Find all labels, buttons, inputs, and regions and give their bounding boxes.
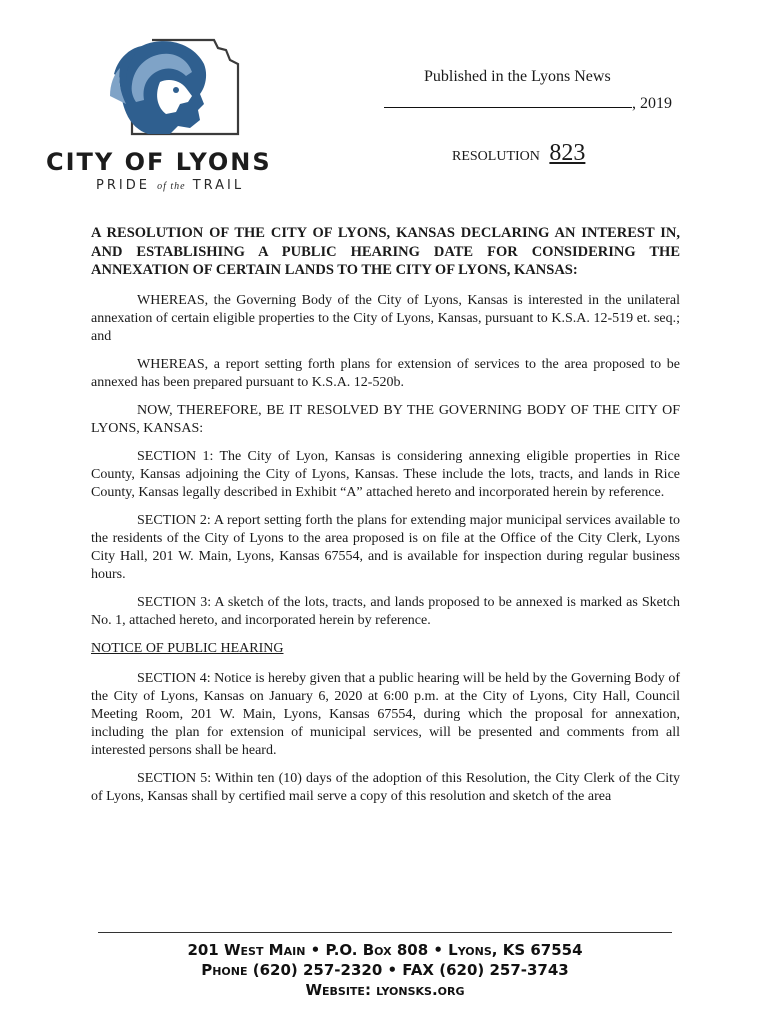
footer-address: 201 West Main • P.O. Box 808 • Lyons, KS 67554 xyxy=(187,941,583,959)
resolution-title: A RESOLUTION OF THE CITY OF LYONS, KANSAS DECLARING AN INTEREST IN, AND ESTABLISHING A PUBLIC HEARING DATE FOR CONSIDERING THE ANNEXATION OF CERTAIN LANDS TO THE CITY OF LYONS, KANSAS: xyxy=(91,225,680,278)
date-year: , 2019 xyxy=(632,95,672,112)
tagline-trail: TRAIL xyxy=(192,178,245,193)
resolution-label: RESOLUTION xyxy=(452,149,540,164)
resolution-body xyxy=(91,224,680,816)
footer-divider xyxy=(98,932,672,933)
paragraph-whereas-1: WHEREAS, the Governing Body of the City of Lyons, Kansas is interested in the unilateral annexation of certain eligible properties to the City of Lyons, Kansas, pursuant to K.S.A. 12-519 et. seq.; and xyxy=(91,292,680,344)
published-notice: Published in the Lyons News xyxy=(424,68,611,85)
notice-of-public-hearing-heading: NOTICE OF PUBLIC HEARING xyxy=(91,640,284,656)
resolution-number: 823 xyxy=(549,140,586,166)
publication-date-line xyxy=(384,93,672,113)
paragraph-whereas-2: WHEREAS, a report setting forth plans for extension of services to the area proposed to be annexed has been prepared pursuant to K.S.A. 12-520b. xyxy=(91,356,680,390)
resolution-number-line xyxy=(452,140,585,167)
footer-website: Website: lyonsks.org xyxy=(305,981,465,999)
logo-tagline xyxy=(96,178,244,193)
tagline-of-the: of the xyxy=(157,181,186,192)
paragraph-section-3: SECTION 3: A sketch of the lots, tracts, and lands proposed to be annexed is marked as Sketch No. 1, attached hereto, and incorporated herein by reference. xyxy=(91,594,680,628)
city-logo xyxy=(40,34,310,194)
lion-head-kansas-outline-icon xyxy=(92,34,252,146)
footer-contact xyxy=(0,940,770,1000)
paragraph-resolved: NOW, THEREFORE, BE IT RESOLVED BY THE GOVERNING BODY OF THE CITY OF LYONS, KANSAS: xyxy=(91,402,680,436)
paragraph-section-4: SECTION 4: Notice is hereby given that a public hearing will be held by the Governing Body of the City of Lyons, Kansas on January 6, 2020 at 6:00 p.m. at the City of Lyons, City Hall, Council Meeting Room, 201 W. Main, Lyons, Kansas 67554, during which the proposal for annexation, including the plan for extension of municipal services, will be presented and comments from all interested persons shall be heard. xyxy=(91,670,680,758)
tagline-pride: PRIDE xyxy=(96,178,150,193)
paragraph-section-5: SECTION 5: Within ten (10) days of the adoption of this Resolution, the City Clerk of the City of Lyons, Kansas shall by certified mail serve a copy of this resolution and sketch of the area xyxy=(91,770,680,804)
footer-phone-fax: Phone (620) 257-2320 • FAX (620) 257-3743 xyxy=(201,961,569,979)
date-blank-line xyxy=(384,93,632,108)
paragraph-section-1: SECTION 1: The City of Lyon, Kansas is considering annexing eligible properties in Rice County, Kansas adjoining the City of Lyons, Kansas. These include the lots, tracts, and lands in Rice County, Kansas legally described in Exhibit “A” attached hereto and incorporated herein by reference. xyxy=(91,448,680,500)
city-name-logotype: CITY OF LYONS xyxy=(46,148,272,176)
paragraph-section-2: SECTION 2: A report setting forth the plans for extending major municipal services available to the residents of the City of Lyons to the area proposed is on file at the Office of the City Clerk, Lyons City Hall, 201 W. Main, Lyons, Kansas 67554, and is available for inspection during regular business hours. xyxy=(91,512,680,582)
